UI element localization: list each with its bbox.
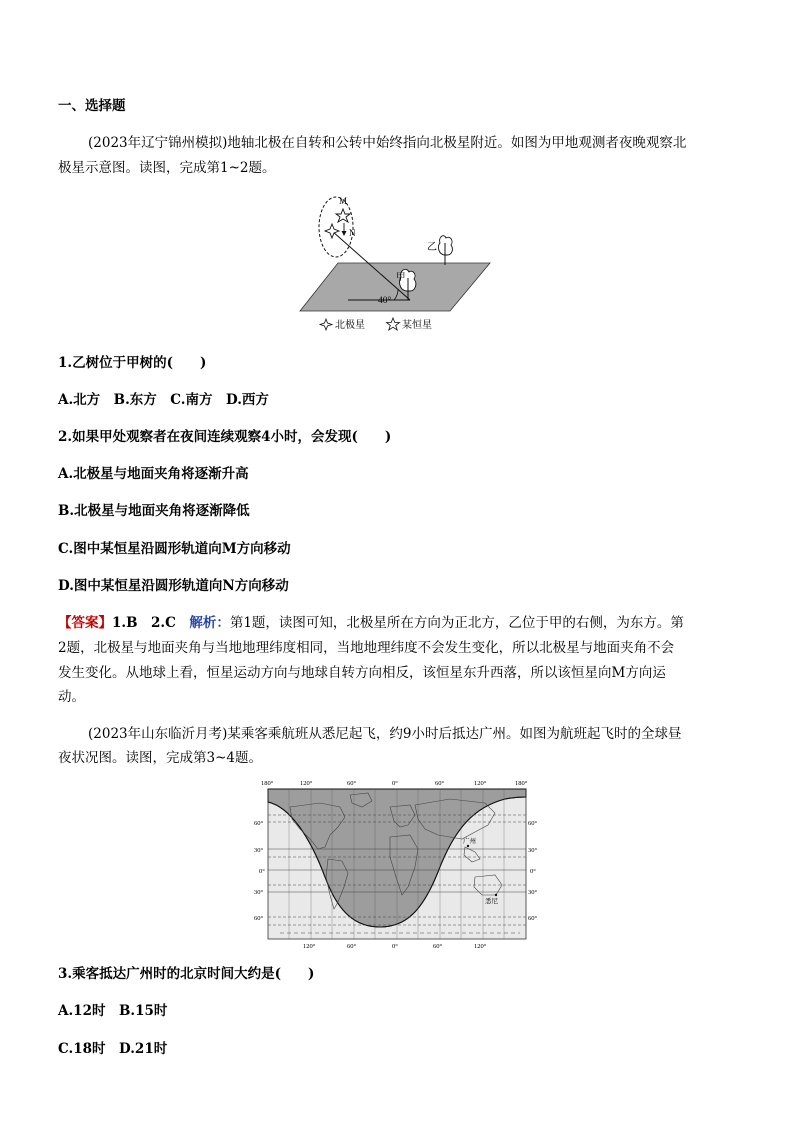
q2-option-b: B.北极星与地面夹角将逐渐降低 [58, 503, 250, 519]
map-bottom-label-4: 120° [474, 943, 487, 950]
sydney-marker [495, 894, 497, 896]
q2-option-c: C.图中某恒星沿圆形轨道向M方向移动 [58, 541, 291, 557]
map-top-label-0: 180° [261, 780, 274, 787]
map-left-lat-3: 30° [254, 889, 264, 896]
q1-stem: 1.乙树位于甲树的( ) [58, 355, 207, 371]
map-bottom-label-0: 120° [303, 943, 316, 950]
map-bottom-label-1: 60° [347, 943, 357, 950]
analysis-line2: 2题，北极星与地面夹角与当地地理纬度相同，当地地理纬度不会发生变化，所以北极星与地面夹角不会 [58, 640, 675, 656]
q2-option-d: D.图中某恒星沿圆形轨道向N方向移动 [58, 578, 289, 594]
map-right-lat-1: 30° [528, 847, 538, 854]
label-jia: 甲 [396, 273, 406, 283]
legend-star-icon [387, 318, 400, 330]
q3-options-line1: A.12时 B.15时 [58, 1003, 168, 1019]
analysis-line1: 第1题，读图可知，北极星所在方向为正北方，乙位于甲的右侧，为东方。第 [229, 615, 684, 631]
polaris-observation-figure [298, 193, 498, 335]
answer-key: 1.B 2.C [112, 615, 176, 631]
map-right-lat-3: 30° [528, 889, 538, 896]
star-orbit [319, 197, 353, 257]
group1-intro-line2: 极星示意图。读图，完成第1~2题。 [58, 160, 276, 176]
label-M: M [339, 196, 348, 206]
guangzhou-marker [467, 845, 469, 847]
legend-polaris-icon [320, 319, 332, 330]
answer-line1 [58, 614, 684, 632]
city-guangzhou-label: 广州 [463, 838, 476, 845]
q3-options-line2: C.18时 D.21时 [58, 1041, 168, 1057]
angle-label: 40° [378, 296, 392, 306]
group1-intro-line1: (2023年辽宁锦州模拟)地轴北极在自转和公转中始终指向北极星附近。如图为甲地观测者夜晚观察北 [88, 135, 687, 151]
day-night-map [250, 777, 546, 952]
map-top-label-2: 60° [347, 780, 357, 787]
map-top-label-4: 60° [435, 780, 445, 787]
map-left-lat-4: 60° [254, 915, 264, 922]
city-sydney-label: 悉尼 [485, 898, 498, 905]
map-right-lat-2: 0° [530, 868, 536, 875]
map-top-label-5: 120° [474, 780, 487, 787]
section-title: 一、选择题 [58, 98, 126, 114]
map-top-label-1: 120° [300, 780, 313, 787]
group2-intro-line1: (2023年山东临沂月考)某乘客乘航班从悉尼起飞，约9小时后抵达广州。如图为航班起飞时的全球昼 [88, 726, 682, 742]
map-bottom-label-3: 60° [433, 943, 443, 950]
map-top-label-6: 180° [515, 780, 528, 787]
label-N: N [349, 228, 356, 238]
analysis-line3: 发生变化。从地球上看，恒星运动方向与地球自转方向相反，该恒星东升西落，所以该恒星向M方向运 [58, 665, 666, 681]
legend-polaris: 北极星 [335, 320, 365, 331]
tree-yi-icon [439, 236, 453, 265]
map-bottom-label-2: 0° [392, 943, 398, 950]
map-left-lat-0: 60° [254, 820, 264, 827]
map-left-lat-1: 30° [254, 847, 264, 854]
map-right-lat-0: 60° [528, 820, 538, 827]
answer-tag: 【答案】 [58, 615, 112, 631]
analysis-tag: 解析： [189, 615, 230, 631]
analysis-line4: 动。 [58, 689, 85, 705]
label-yi: 乙 [427, 242, 437, 253]
q3-stem: 3.乘客抵达广州时的北京时间大约是( ) [58, 966, 315, 982]
legend-star: 某恒星 [402, 320, 432, 331]
map-left-lat-2: 0° [259, 868, 265, 875]
map-right-lat-4: 60° [528, 915, 538, 922]
q2-stem: 2.如果甲处观察者在夜间连续观察4小时，会发现( ) [58, 429, 392, 445]
some-star-icon [336, 209, 350, 222]
q2-option-a: A.北极星与地面夹角将逐渐升高 [58, 466, 249, 482]
map-top-label-3: 0° [392, 780, 398, 787]
group2-intro-line2: 夜状况图。读图，完成第3~4题。 [58, 750, 262, 766]
q1-options: A.北方 B.东方 C.南方 D.西方 [58, 392, 269, 408]
